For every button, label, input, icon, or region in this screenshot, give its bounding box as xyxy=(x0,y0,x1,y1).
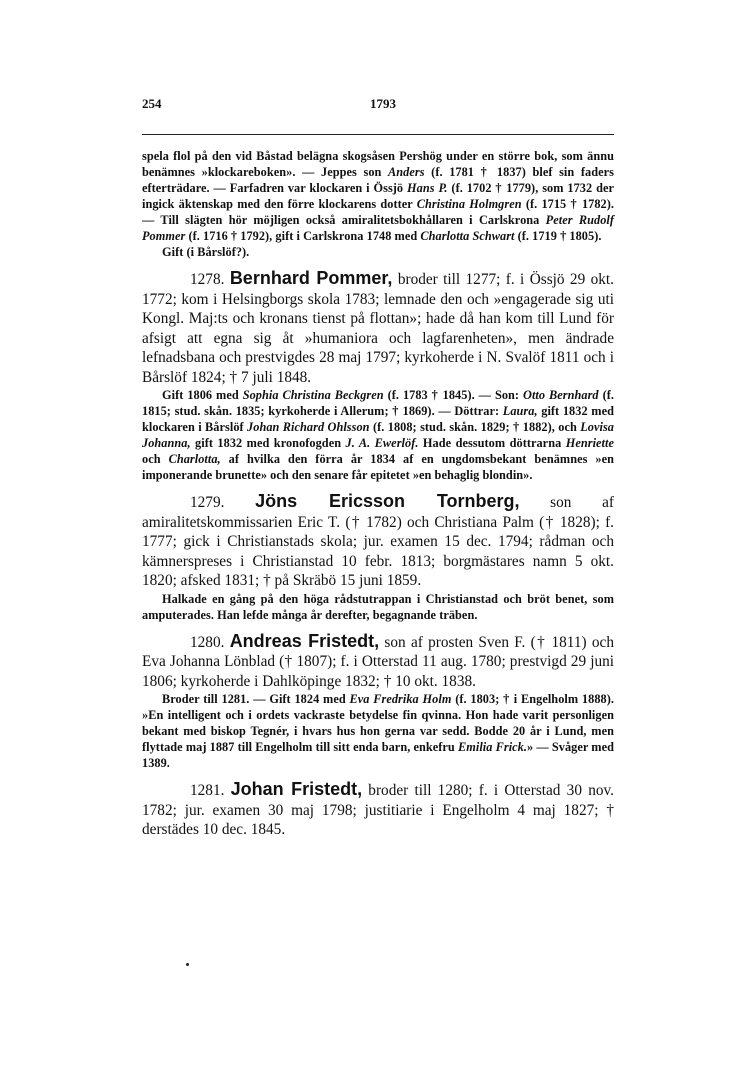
page-body xyxy=(142,148,614,840)
entry-name: Jöns Ericsson Tornberg, xyxy=(255,491,520,511)
page-number: 254 xyxy=(142,96,162,111)
running-header-year: 1793 xyxy=(370,96,396,111)
entry-name: Bernhard Pommer, xyxy=(229,268,393,288)
entry-name: Johan Fristedt, xyxy=(230,779,363,799)
entry-1278: 1278. Bernhard Pommer, broder till 1277; f. i Össjö 29 okt. 1772; kom i Helsingborgs skola 1783; lemnade den och »engagerade sig uti Kongl. Maj:ts och kronans tienst på flottan»; hade då han kom till Lund för afsigt att egna sig åt »humaniora och lagfarenheten», men ändrade lefnadsbana och prestvigdes 28 maj 1797; kyrkoherde i N. Svalöf 1811 och i Bårslöf 1824; † 7 juli 1848. xyxy=(142,268,614,386)
header-rule xyxy=(142,134,614,135)
entry-1281: 1281. Johan Fristedt, broder till 1280; f. i Otterstad 30 nov. 1782; jur. examen 30 maj 1798; justitiarie i Engelholm 4 maj 1827; † derstädes 10 dec. 1845. xyxy=(142,779,614,838)
entry-number: 1281. xyxy=(190,782,225,799)
entry-number: 1278. xyxy=(190,271,225,288)
intro-paragraph: spela flol på den vid Båstad belägna skogsåsen Pershög under en större bok, som ännu benämnes »klockareboken». — Jeppes son Anders (f. 1781 † 1837) blef sin faders efterträdare. — Farfadren var klockaren i Össjö Hans P. (f. 1702 † 1779), som 1732 der ingick äktenskap med den förre klockarens dotter Christina Holmgren (f. 1715 † 1782). — Till slägten hör möjligen också amiralitetsbokhållaren i Carlskrona Peter Rudolf Pommer (f. 1716 † 1792), gift i Carlskrona 1748 med Charlotta Schwart (f. 1719 † 1805). xyxy=(142,149,615,243)
entry-1279: 1279. Jöns Ericsson Tornberg, son af amiralitetskommissarien Eric T. († 1782) och Christiana Palm († 1828); f. 1777; gick i Christianstads skola; jur. examen 15 dec. 1794; rådman och kämnerspreses i Christianstad 10 febr. 1813; borgmästares namn 5 okt. 1820; afsked 1831; † på Skräbö 15 juni 1859. xyxy=(142,491,614,589)
print-speck xyxy=(186,963,189,966)
entry-1278-note: Gift 1806 med Sophia Christina Beckgren (f. 1783 † 1845). — Son: Otto Bernhard (f. 1815; stud. skån. 1835; kyrkoherde i Allerum; † 1869). — Döttrar: Laura, gift 1832 med klockaren i Bårslöf Johan Richard Ohlsson (f. 1808; stud. skån. 1829; † 1882), och Lovisa Johanna, gift 1832 med kronofogden J. A. Ewerlöf. Hade dessutom döttrarna Henriette och Charlotta, af hvilka den förra år 1834 af en ungdomsbekant benämnes »en imponerande brunette» och den senare får epitetet »en behaglig blondin». xyxy=(142,388,614,482)
entry-number: 1280. xyxy=(190,633,225,651)
entry-name: Andreas Fristedt, xyxy=(229,630,380,651)
page-header xyxy=(142,96,612,116)
entry-1280: 1280. Andreas Fristedt, son af prosten Sven F. († 1811) och Eva Johanna Lönblad († 1807); f. i Otterstad 11 aug. 1780; prestvigd 29 juni 1806; kyrkoherde i Dahlköpinge 1832; † 10 okt. 1838. xyxy=(142,630,614,690)
intro-marriage-note: Gift (i Bårslöf?). xyxy=(162,245,250,259)
entry-number: 1279. xyxy=(190,494,225,511)
entry-1280-note: Broder till 1281. — Gift 1824 med Eva Fredrika Holm (f. 1803; † i Engelholm 1888). »En intelligent och i ordets vackraste betydelse fin qvinna. Hon hade varit personligen bekant med biskop Tegnér, i hvars hus hon gerna var sedd. Bodde 20 år i Lund, men flyttade maj 1887 till Engelholm till sitt enda barn, enkefru Emilia Frick.» — Svåger med 1389. xyxy=(142,692,614,770)
entry-1279-note: Halkade en gång på den höga rådstutrappan i Christianstad och bröt benet, som amputerades. Han lefde många år derefter, begagnande träben. xyxy=(142,591,614,622)
